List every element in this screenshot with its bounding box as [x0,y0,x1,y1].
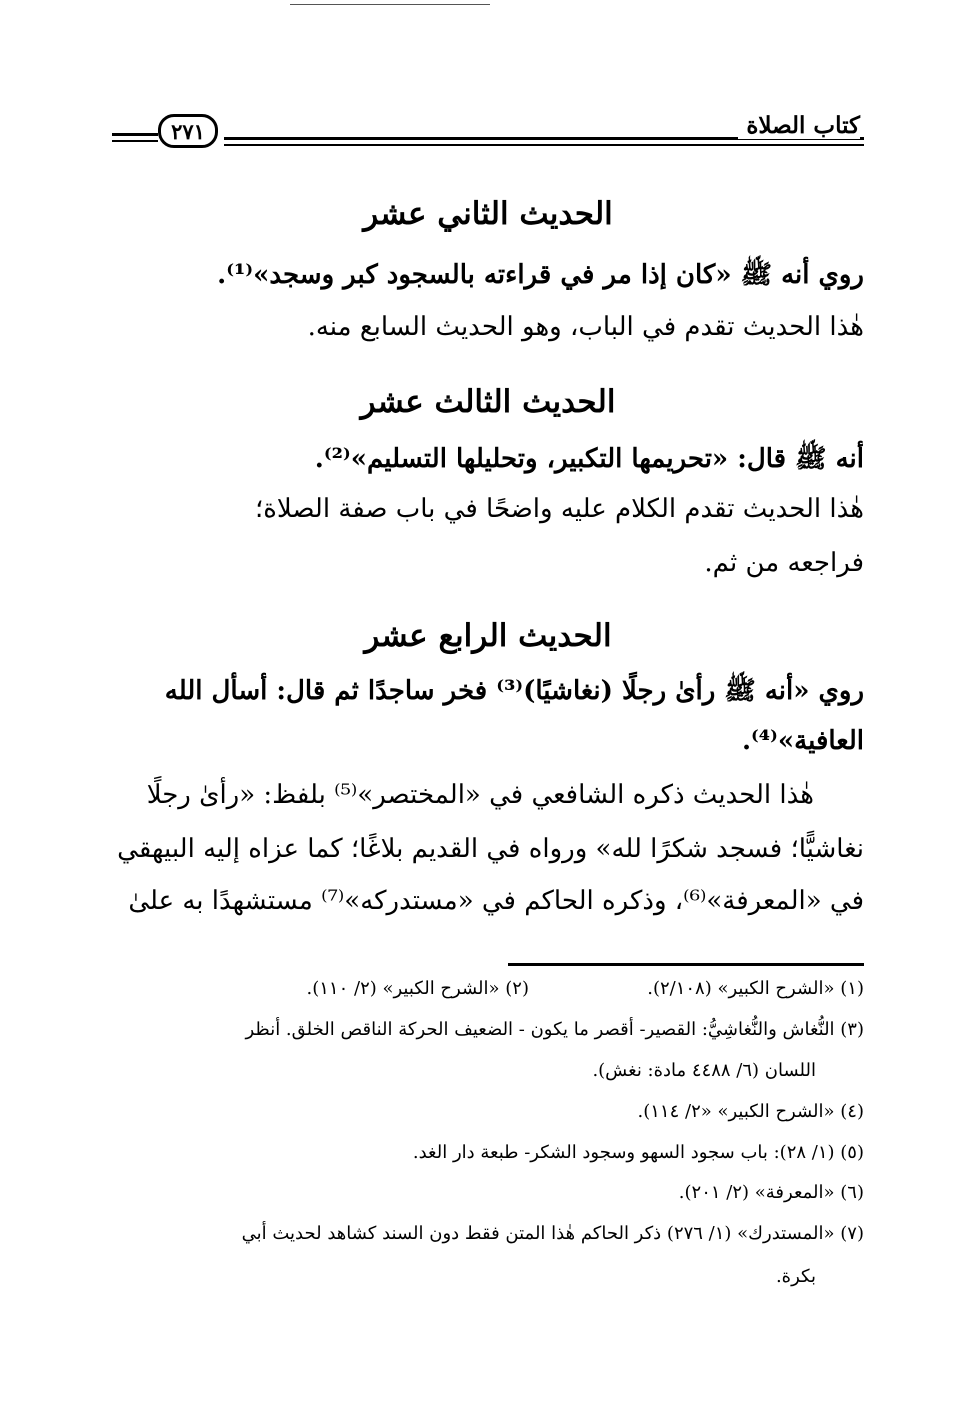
section-heading: الحديث الثاني عشر [363,196,613,232]
footnote-text: (٣) النُّغاش والنُّغاشِيُّ: القصير- أقصر ما يكون - الضعيف الحركة الناقص الخلق. أنظر [245,1019,864,1040]
text-line: روي «أنه ﷺ رأىٰ رجلًا (نغاشيًا)⁽³⁾ فخر ساجدًا ثم قال: أسأل الله [164,676,864,706]
text-line: هٰذا الحديث ذكره الشافعي في «المختصر»⁽⁵⁾ بلفظ: «رأىٰ رجلًا [146,780,814,810]
footnote-text: (٤) «الشرح الكبير» «٢/ ١١٤). [637,1101,864,1122]
text-line: روي أنه ﷺ «كان إذا مر في قراءته بالسجود كبر وسجد»⁽¹⁾. [217,260,864,290]
text-line: فراجعه من ثم. [704,548,864,578]
text-line: هٰذا الحديث تقدم في الباب، وهو الحديث السابع منه. [307,312,864,342]
footnote-7-continued [112,1266,864,1296]
section-body [112,436,864,596]
footnote-5 [112,1142,864,1172]
section-heading: الحديث الرابع عشر [364,618,612,654]
section-body [112,670,864,940]
header-rule-thin [224,144,864,146]
header-rule-left-thin [112,140,158,142]
footnote-text: (٦) «المعرفة» (٢/ ٢٠١). [678,1182,864,1203]
text-line: أنه ﷺ قال: «تحريمها التكبير، وتحليلها التسليم»⁽²⁾. [314,444,864,474]
footnote-text: (٥) (١/ ٢٨): باب سجود السهو وسجود الشكر- طبعة دار الغد. [412,1142,864,1163]
text-line: نغاشيًّا؛ فسجد شكرًا لله» ورواه في القديم بلاغًا؛ كما عزاه إليه البيهقي [117,834,864,864]
text-line: العافية»⁽⁴⁾. [741,726,864,756]
footnote-row [112,978,864,1008]
footnote-text: بكرة. [775,1266,816,1287]
footnote-7 [112,1223,864,1253]
footnote-text: اللسان (٦/ ٤٤٨٨ مادة: نغش). [592,1060,816,1081]
header-rule-left [112,133,158,136]
section-body [112,252,864,362]
footnote-3-continued [112,1060,864,1090]
footnote-4 [112,1101,864,1131]
footnote-separator [508,963,864,966]
footnote-6 [112,1182,864,1212]
scan-edge-line [290,4,490,5]
page-number: ٢٧١ [158,114,218,148]
section-heading: الحديث الثالث عشر [360,384,616,420]
text-line: في «المعرفة»⁽⁶⁾، وذكره الحاكم في «مستدركه»⁽⁷⁾ مستشهدًا به علىٰ [128,886,864,916]
footnote-text: (٧) «المستدرك» (١/ ٢٧٦) ذكر الحاكم هٰذا المتن فقط دون السند كشاهد لحديث أبي [241,1223,864,1244]
footnote-3 [112,1019,864,1049]
footnote-1: (١) «الشرح الكبير» (٢/١٠٨). [647,978,864,999]
text-line: هٰذا الحديث تقدم الكلام عليه واضحًا في باب صفة الصلاة؛ [254,494,864,524]
chapter-title: كتاب الصلاة [738,112,860,139]
footnote-2: (٢) «الشرح الكبير» (٢/ ١١٠). [306,978,529,999]
running-header [112,104,864,154]
